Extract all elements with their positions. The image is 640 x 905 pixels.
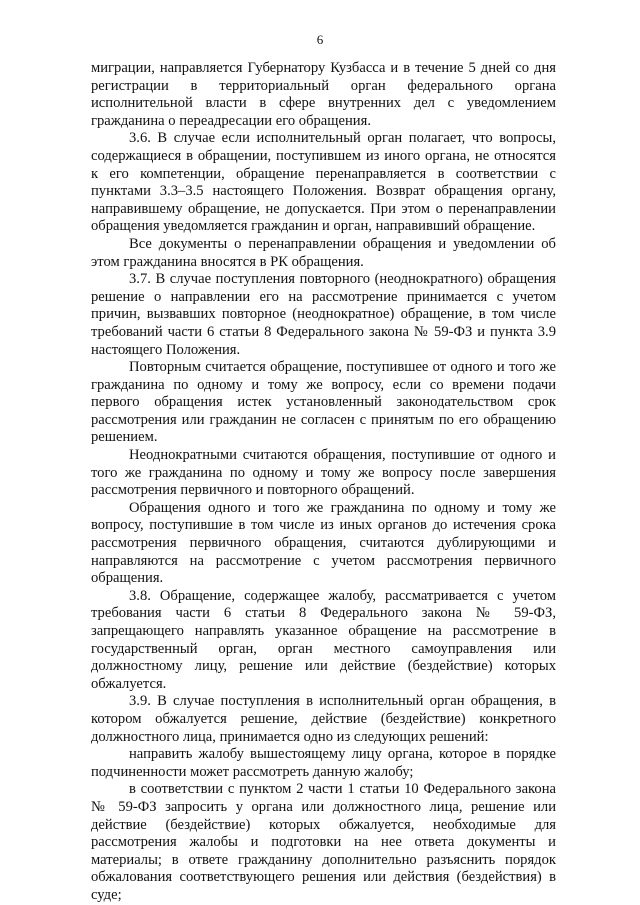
paragraph: Повторным считается обращение, поступившее от одного и того же гражданина по одному и тому же вопросу, если со времени подачи первого обращения истек установленный законодательством срок рассмотрения или гражданин не согласен с принятым по его обращению решением.: [91, 359, 556, 446]
paragraph: Обращения одного и того же гражданина по одному и тому же вопросу, поступившие в том числе из иных органов до истечения срока рассмотрения первичного обращения, считаются дублирующими и направляются на рассмотрение с учетом рассмотрения первичного обращения.: [91, 499, 556, 587]
paragraph: Неоднократными считаются обращения, поступившие от одного и того же гражданина по одному и тому же вопросу после завершения рассмотрения первичного и повторного обращений.: [91, 447, 556, 499]
paragraph: миграции, направляется Губернатору Кузбасса и в течение 5 дней со дня регистрации в территориальный орган федерального органа исполнительной власти в сфере внутренних дел с уведомлением гражданина о переадресации его обращения.: [91, 60, 556, 129]
paragraph: 3.8. Обращение, содержащее жалобу, рассматривается с учетом требования части 6 статьи 8 Федерального закона № 59-ФЗ, запрещающего направлять указанное обращение на рассмотрение в государственный орган, орган местного самоуправления или должностному лицу, решение или действие (бездействие) которых обжалуется.: [91, 587, 556, 692]
paragraph: 3.9. В случае поступления в исполнительный орган обращения, в котором обжалуется решение, действие (бездействие) конкретного должностного лица, принимается одно из следующих решений:: [91, 693, 556, 745]
document-body: [91, 60, 556, 905]
paragraph: 3.6. В случае если исполнительный орган полагает, что вопросы, содержащиеся в обращении, поступившем из иного органа, не относятся к его компетенции, обращение перенаправляется в соответствии с пунктами 3.3–3.5 настоящего Положения. Возврат обращения органу, направившему обращение, не допускается. При этом о перенаправлении обращения уведомляется гражданин и орган, направивший обращение.: [91, 130, 556, 235]
paragraph: Все документы о перенаправлении обращения и уведомлении об этом гражданина вносятся в РК обращения.: [91, 235, 556, 270]
paragraph: направить жалобу вышестоящему лицу органа, которое в порядке подчиненности может рассмотреть данную жалобу;: [91, 746, 556, 780]
paragraph: 3.7. В случае поступления повторного (неоднократного) обращения решение о направлении его на рассмотрение принимается с учетом причин, вызвавших повторное (неоднократное) обращение, в том числе требований части 6 статьи 8 Федерального закона № 59-ФЗ и пункта 3.9 настоящего Положения.: [91, 271, 556, 358]
paragraph: в соответствии с пунктом 2 части 1 статьи 10 Федерального закона № 59-ФЗ запросить у органа или должностного лица, решение или действие (бездействие) которых обжалуется, необходимые для рассмотрения жалобы и подготовки на нее ответа документы и материалы; в ответе гражданину дополнительно разъяснить порядок обжалования соответствующего решения или действия (бездействия) в суде;: [91, 781, 556, 903]
page-number: 6: [316, 32, 324, 47]
